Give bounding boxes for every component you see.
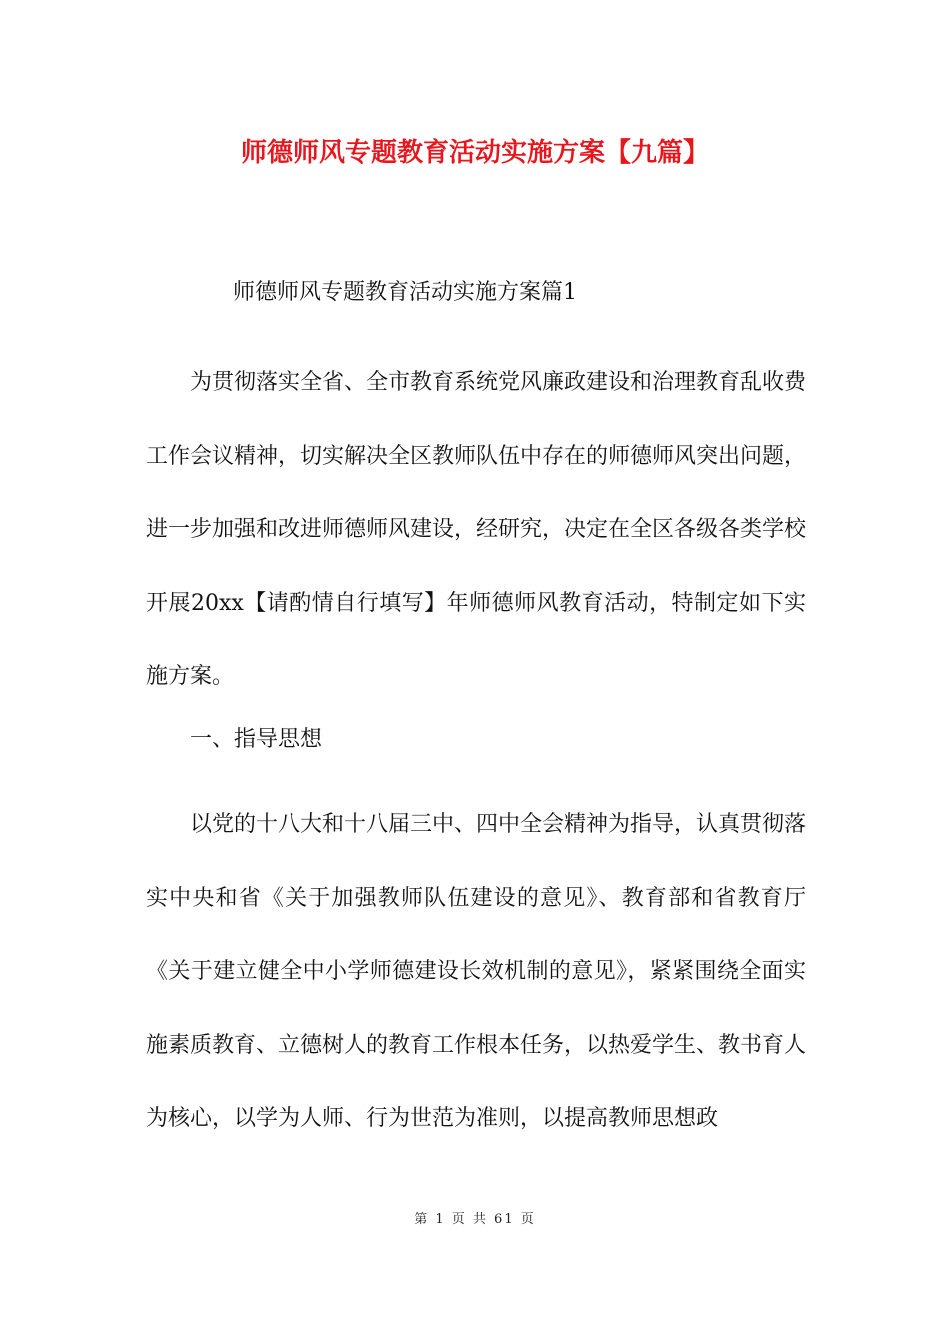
document-title: 师德师风专题教育活动实施方案【九篇】 — [240, 138, 709, 168]
heading-guiding-ideology: 一、指导思想 — [190, 727, 323, 752]
paragraph-intro: 为贯彻落实全省、全市教育系统党风廉政建设和治理教育乱收费工作会议精神，切实解决全区教师队伍中存在的师德师风突出问题，进一步加强和改进师德师风建设，经研究，决定在全区各级各类学校开展20xx【请酌情自行填写】年师德师风教育活动，特制定如下实施方案。 — [146, 370, 807, 690]
paragraph-guiding-ideology: 以党的十八大和十八届三中、四中全会精神为指导，认真贯彻落实中央和省《关于加强教师队伍建设的意见》、教育部和省教育厅《关于建立健全中小学师德建设长效机制的意见》，紧紧围绕全面实施素质教育、立德树人的教育工作根本任务，以热爱学生、教书育人为核心，以学为人师、行为世范为准则，以提高教师思想政 — [146, 812, 807, 1132]
page-indicator: 第 1 页 共 61 页 — [414, 1212, 536, 1227]
section-title: 师德师风专题教育活动实施方案篇1 — [233, 280, 577, 305]
